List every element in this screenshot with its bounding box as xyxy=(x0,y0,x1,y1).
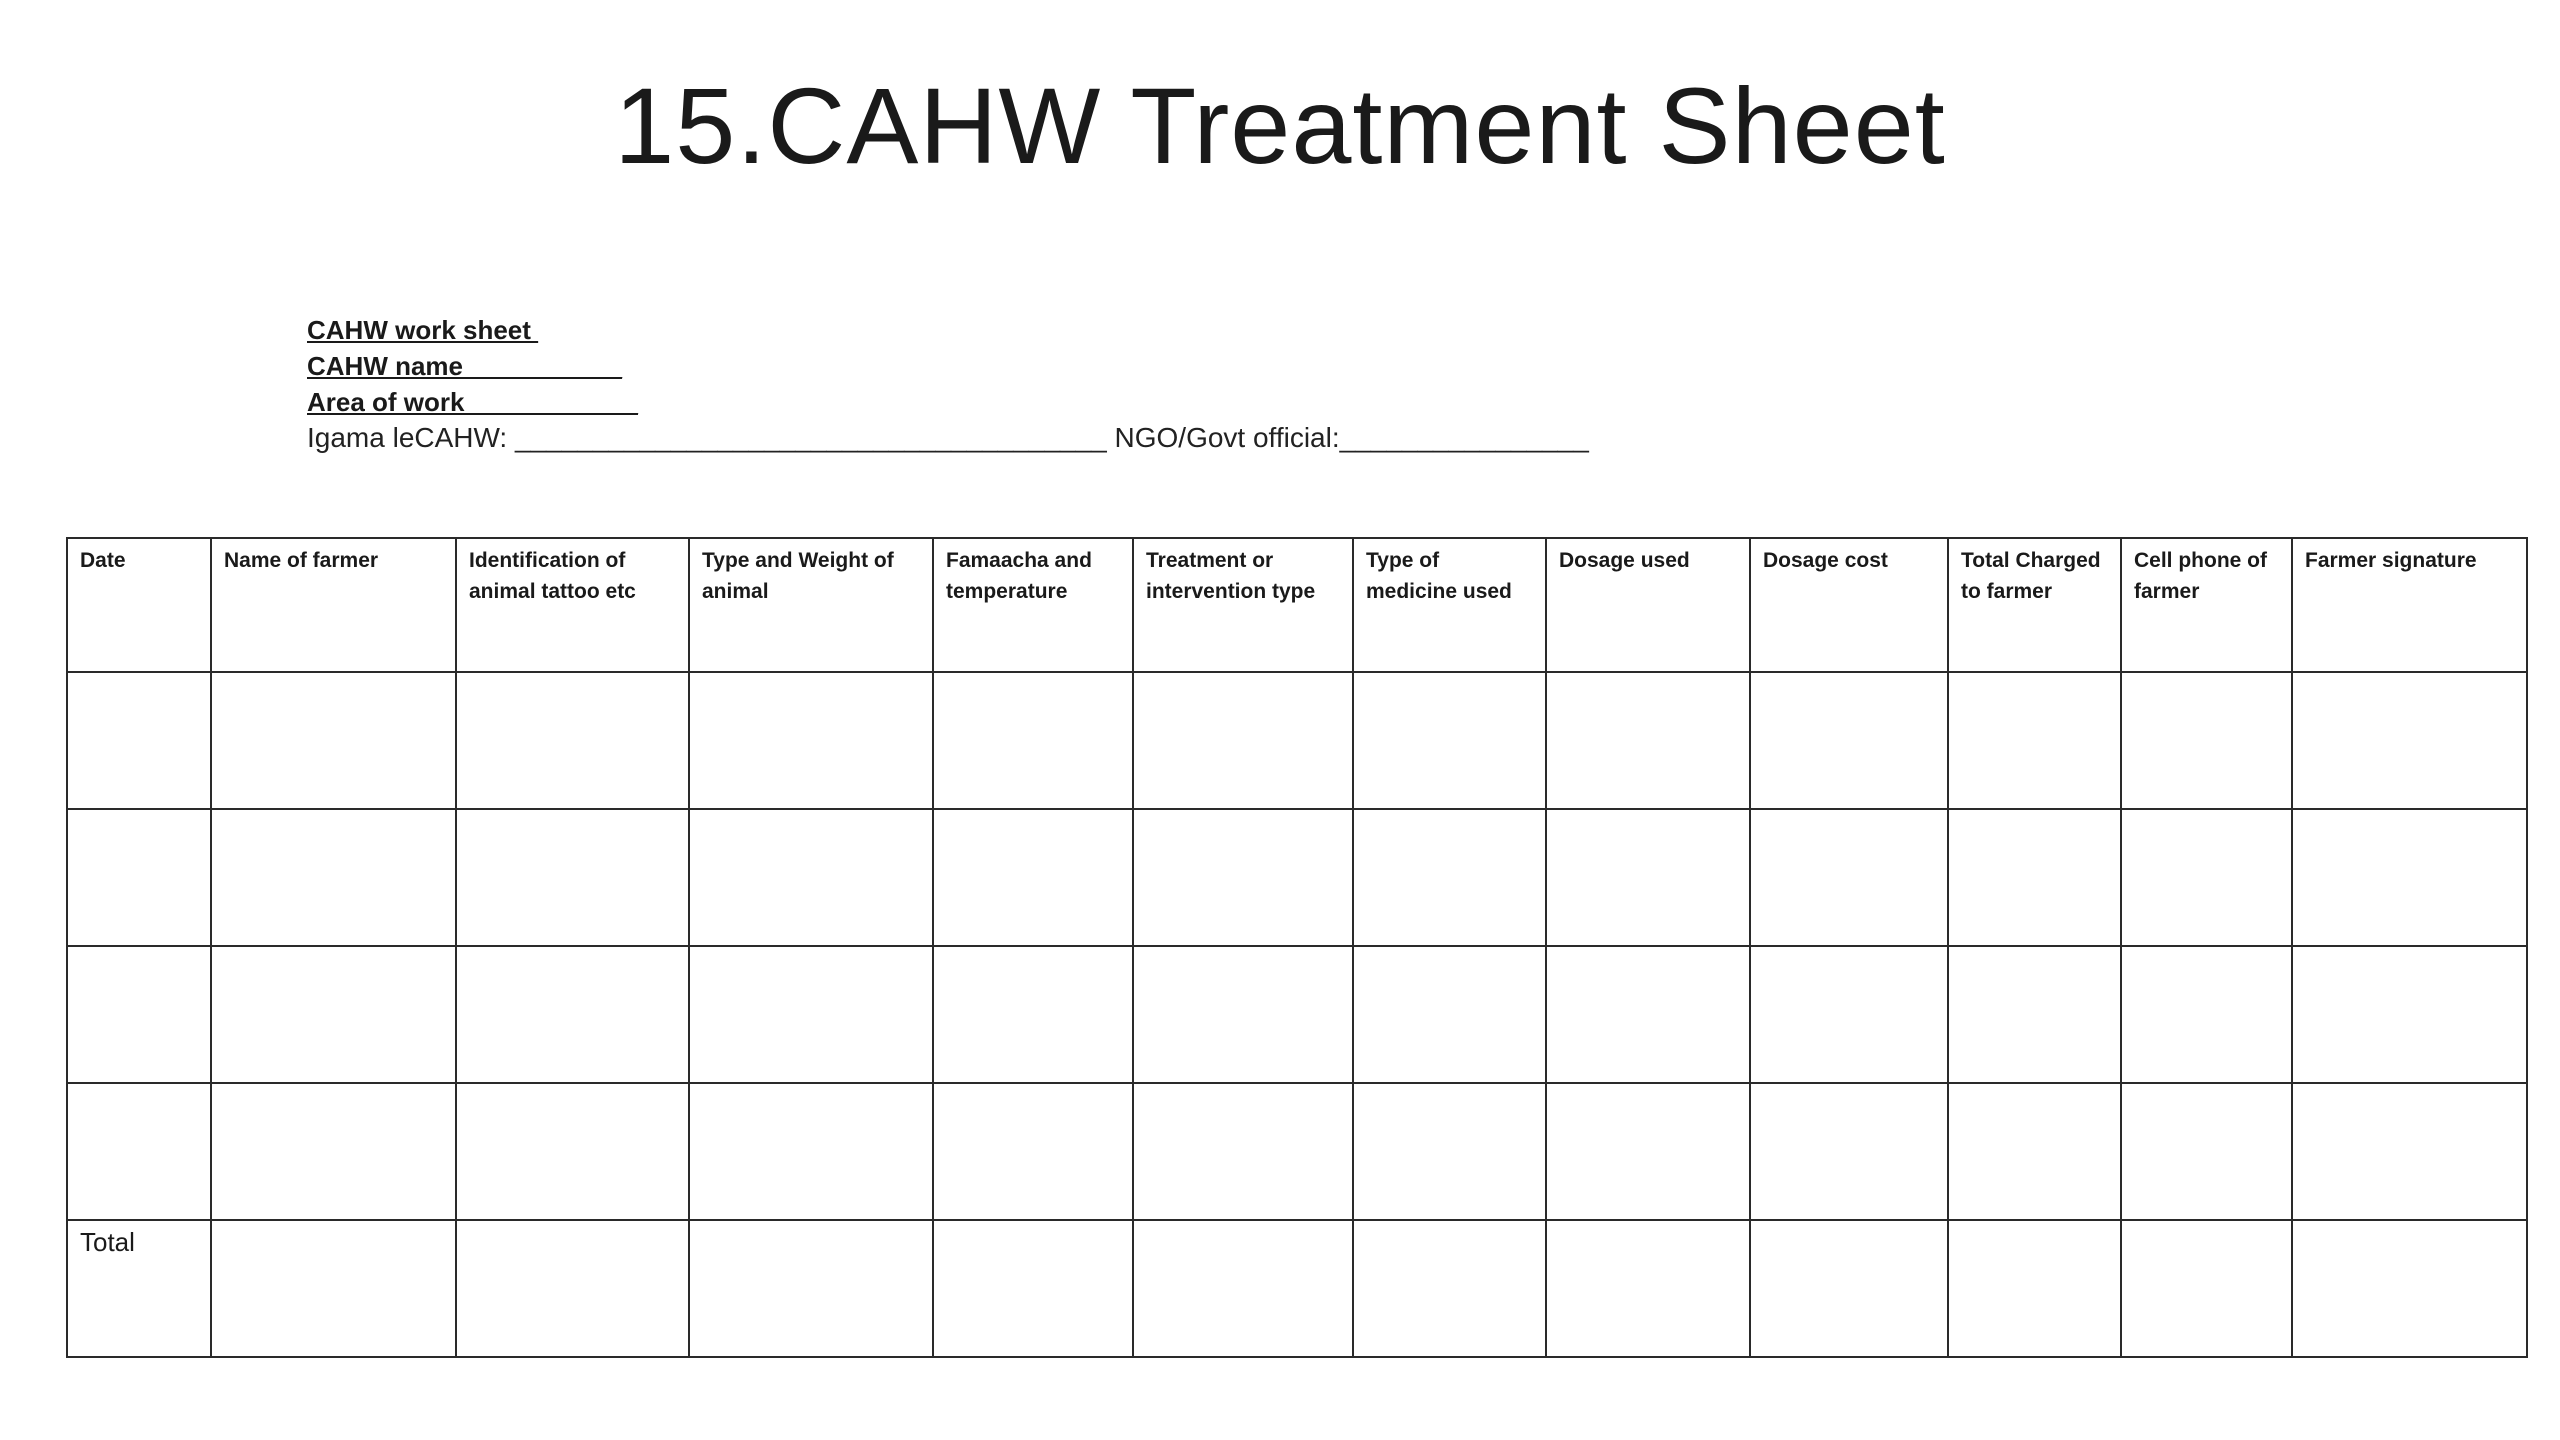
table-cell[interactable] xyxy=(211,946,456,1083)
table-row xyxy=(67,809,2527,946)
table-cell[interactable] xyxy=(1948,946,2121,1083)
column-header-famaacha-temperature: Famaacha and temperature xyxy=(933,538,1133,672)
table-header-row xyxy=(67,538,2527,672)
table-cell[interactable] xyxy=(689,1083,933,1220)
table-cell[interactable] xyxy=(933,672,1133,809)
table-cell[interactable] xyxy=(1546,946,1750,1083)
table-cell[interactable] xyxy=(1133,1083,1353,1220)
table-cell[interactable] xyxy=(2121,672,2292,809)
area-of-work-field: Area of work____________ xyxy=(307,387,639,417)
table-cell[interactable] xyxy=(1353,1220,1546,1357)
table-cell[interactable] xyxy=(211,672,456,809)
table-cell[interactable] xyxy=(1750,946,1948,1083)
table-cell[interactable] xyxy=(1750,1220,1948,1357)
table-cell[interactable] xyxy=(2292,1083,2527,1220)
table-cell[interactable] xyxy=(211,1220,456,1357)
table-cell[interactable] xyxy=(2121,1083,2292,1220)
table-cell[interactable] xyxy=(1948,1220,2121,1357)
table-cell[interactable] xyxy=(456,946,689,1083)
table-cell[interactable] xyxy=(456,1220,689,1357)
table-cell[interactable] xyxy=(1546,672,1750,809)
table-cell[interactable] xyxy=(2292,946,2527,1083)
table-row xyxy=(67,946,2527,1083)
table-cell[interactable] xyxy=(456,809,689,946)
table-cell[interactable] xyxy=(1133,809,1353,946)
cahw-name-field: CAHW name___________ xyxy=(307,351,623,381)
table-row xyxy=(67,1083,2527,1220)
table-cell[interactable] xyxy=(1546,1083,1750,1220)
table-cell[interactable] xyxy=(689,809,933,946)
column-header-medicine-type: Type of medicine used xyxy=(1353,538,1546,672)
table-cell[interactable] xyxy=(933,1220,1133,1357)
table-cell[interactable] xyxy=(1353,1083,1546,1220)
table-cell[interactable] xyxy=(67,809,211,946)
table-cell[interactable] xyxy=(933,809,1133,946)
table-cell[interactable] xyxy=(67,946,211,1083)
table-cell[interactable] xyxy=(1546,1220,1750,1357)
table-cell[interactable] xyxy=(1948,672,2121,809)
table-cell[interactable] xyxy=(2292,672,2527,809)
table-cell[interactable] xyxy=(456,672,689,809)
igama-ngo-line: Igama leCAHW: ______________________________________ NGO/Govt official:________________ xyxy=(307,422,1589,453)
table-cell[interactable] xyxy=(689,1220,933,1357)
treatment-table xyxy=(66,537,2528,1358)
table-cell[interactable] xyxy=(456,1083,689,1220)
table-cell[interactable] xyxy=(1948,809,2121,946)
column-header-cell-phone: Cell phone of farmer xyxy=(2121,538,2292,672)
table-cell[interactable] xyxy=(1353,809,1546,946)
column-header-farmer-signature: Farmer signature xyxy=(2292,538,2527,672)
table-cell[interactable] xyxy=(1750,1083,1948,1220)
column-header-total-charged: Total Charged to farmer xyxy=(1948,538,2121,672)
table-cell[interactable] xyxy=(1353,672,1546,809)
worksheet-header xyxy=(307,312,1589,456)
table-cell[interactable] xyxy=(1546,809,1750,946)
table-cell[interactable] xyxy=(1133,1220,1353,1357)
column-header-name-of-farmer: Name of farmer xyxy=(211,538,456,672)
table-cell[interactable] xyxy=(689,672,933,809)
table-cell[interactable] xyxy=(67,1083,211,1220)
table-row xyxy=(67,672,2527,809)
table-cell[interactable] xyxy=(1750,809,1948,946)
table-cell[interactable] xyxy=(2292,809,2527,946)
table-cell[interactable] xyxy=(1750,672,1948,809)
table-cell[interactable] xyxy=(2121,946,2292,1083)
column-header-type-weight: Type and Weight of animal xyxy=(689,538,933,672)
column-header-dosage-used: Dosage used xyxy=(1546,538,1750,672)
column-header-date: Date xyxy=(67,538,211,672)
table-cell[interactable] xyxy=(211,1083,456,1220)
table-cell[interactable] xyxy=(2121,1220,2292,1357)
table-cell[interactable] xyxy=(689,946,933,1083)
table-cell[interactable] xyxy=(1133,946,1353,1083)
page-title: 15.CAHW Treatment Sheet xyxy=(614,65,1946,186)
table-cell[interactable] xyxy=(67,672,211,809)
work-sheet-label: CAHW work sheet xyxy=(307,315,539,345)
table-cell[interactable] xyxy=(211,809,456,946)
table-cell[interactable] xyxy=(1133,672,1353,809)
column-header-treatment-type: Treatment or intervention type xyxy=(1133,538,1353,672)
table-cell[interactable] xyxy=(1948,1083,2121,1220)
column-header-dosage-cost: Dosage cost xyxy=(1750,538,1948,672)
total-label: Total xyxy=(67,1220,211,1357)
total-row xyxy=(67,1220,2527,1357)
table-cell[interactable] xyxy=(2292,1220,2527,1357)
column-header-identification: Identification of animal tattoo etc xyxy=(456,538,689,672)
table-cell[interactable] xyxy=(933,946,1133,1083)
table-cell[interactable] xyxy=(933,1083,1133,1220)
table-cell[interactable] xyxy=(2121,809,2292,946)
table-cell[interactable] xyxy=(1353,946,1546,1083)
